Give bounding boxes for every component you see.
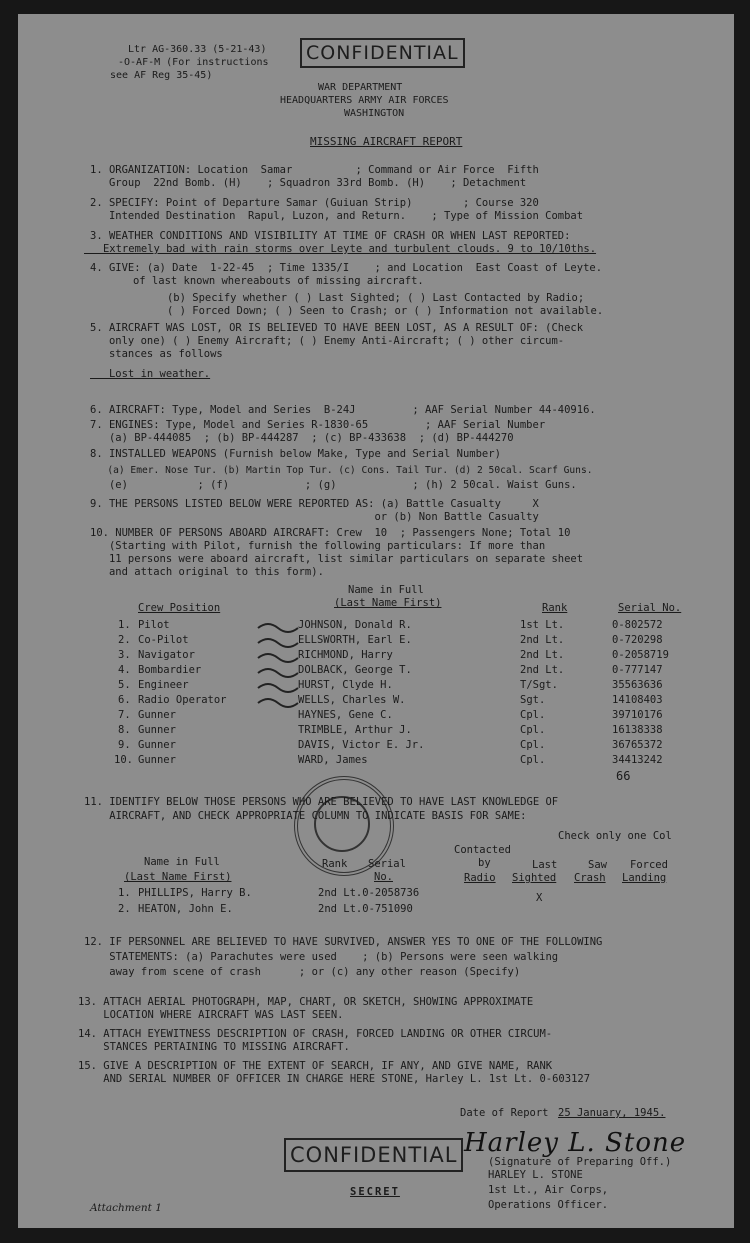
crew-header-name-top: Name in Full [348, 584, 424, 596]
crew-name: WARD, James [298, 754, 368, 766]
sig-rank: 1st Lt., Air Corps, [488, 1184, 609, 1196]
date-label: Date of Report [460, 1107, 549, 1119]
crew-position: Gunner [138, 724, 176, 736]
crew-num: 7. [118, 709, 131, 721]
crew-rank: Cpl. [520, 739, 546, 751]
crew-rank: 1st Lt. [520, 619, 565, 631]
crew-name: JOHNSON, Donald R. [298, 619, 412, 631]
crew-num: 3. [118, 649, 131, 661]
crew-serial: 14108403 [612, 694, 663, 706]
report-sheet [18, 14, 734, 1228]
sec15-line-1: 15. GIVE A DESCRIPTION OF THE EXTENT OF SEARCH, IF ANY, AND GIVE NAME, RANK [78, 1060, 553, 1072]
sec12-line-1: 12. IF PERSONNEL ARE BELIEVED TO HAVE SURVIVED, ANSWER YES TO ONE OF THE FOLLOWING [84, 936, 603, 948]
line-persons: 10. NUMBER OF PERSONS ABOARD AIRCRAFT: Crew 10 ; Passengers None; Total 10 [90, 527, 571, 539]
sec12-line-2: STATEMENTS: (a) Parachutes were used ; (b) Persons were seen walking [84, 951, 559, 963]
crew-position: Bombardier [138, 664, 202, 676]
line-departure: 2. SPECIFY: Point of Departure Samar (Guiuan Strip) ; Course 320 [90, 197, 539, 209]
crew-serial: 36765372 [612, 739, 663, 751]
sec11-col-serial-no: No. [374, 871, 393, 883]
sec11-col-crash: Crash [574, 872, 606, 884]
crew-name: HAYNES, Gene C. [298, 709, 393, 721]
city: WASHINGTON [344, 108, 405, 119]
sec11-rank-serial: 2nd Lt.0-2058736 [318, 887, 420, 899]
sig-caption: (Signature of Preparing Off.) [488, 1156, 672, 1168]
line-eleven: 11 persons were aboard aircraft, list similar particulars on separate sheet [90, 553, 584, 565]
line-starting: (Starting with Pilot, furnish the following particulars: If more than [90, 540, 546, 552]
crew-note: 66 [616, 769, 631, 783]
line-weather: 3. WEATHER CONDITIONS AND VISIBILITY AT TIME OF CRASH OR WHEN LAST REPORTED: [90, 230, 571, 242]
crew-rank: Sgt. [520, 694, 546, 706]
line-org: 1. ORGANIZATION: Location Samar ; Command or Air Force Fifth [90, 164, 539, 176]
crew-name: ELLSWORTH, Earl E. [298, 634, 412, 646]
crew-serial: 0-802572 [612, 619, 663, 631]
crew-rank: 2nd Lt. [520, 664, 565, 676]
sec11-col-name-sub: (Last Name First) [124, 871, 232, 883]
crew-position: Co-Pilot [138, 634, 189, 646]
line-specify: (b) Specify whether ( ) Last Sighted; ( ) Last Contacted by Radio; [148, 292, 585, 304]
crew-serial: 35563636 [612, 679, 663, 691]
crew-name: TRIMBLE, Arthur J. [298, 724, 412, 736]
line-aircraft: 6. AIRCRAFT: Type, Model and Series B-24J ; AAF Serial Number 44-40916. [90, 404, 596, 416]
crew-position: Gunner [138, 709, 176, 721]
crew-header-name-sub: (Last Name First) [334, 597, 442, 609]
sec12-line-3: away from scene of crash ; or (c) any other reason (Specify) [84, 966, 521, 978]
crew-position: Gunner [138, 739, 176, 751]
crew-header-position: Crew Position [138, 602, 221, 614]
crew-name: HURST, Clyde H. [298, 679, 393, 691]
crew-num: 2. [118, 634, 131, 646]
crew-serial: 0-720298 [612, 634, 663, 646]
crew-position: Pilot [138, 619, 170, 631]
department: WAR DEPARTMENT [318, 82, 403, 93]
sec11-col-forced: Forced [630, 859, 668, 871]
line-circumstances: stances as follows [90, 348, 223, 360]
line-weapons-2: (e) ; (f) ; (g) ; (h) 2 50cal. Waist Guns. [90, 479, 577, 491]
line-whereabouts: of last known whereabouts of missing aircraft. [114, 275, 424, 287]
line-check-one: only one) ( ) Enemy Aircraft; ( ) Enemy Anti-Aircraft; ( ) other circum- [90, 335, 565, 347]
line-group: Group 22nd Bomb. (H) ; Squadron 33rd Bomb. (H) ; Detachment [90, 177, 527, 189]
page-title: MISSING AIRCRAFT REPORT [310, 135, 463, 148]
check-marks [254, 620, 314, 715]
sec11-name: PHILLIPS, Harry B. [138, 887, 252, 899]
crew-position: Gunner [138, 754, 176, 766]
crew-name: DAVIS, Victor E. Jr. [298, 739, 425, 751]
line-forced: ( ) Forced Down; ( ) Seen to Crash; or ( ) Information not available. [148, 305, 604, 317]
crew-num: 4. [118, 664, 131, 676]
crew-name: DOLBACK, George T. [298, 664, 412, 676]
sec11-col-landing: Landing [622, 872, 667, 884]
line-destination: Intended Destination Rapul, Luzon, and Return. ; Type of Mission Combat [90, 210, 584, 222]
attachment-note: Attachment 1 [90, 1202, 162, 1214]
sec14-line-2: STANCES PERTAINING TO MISSING AIRCRAFT. [78, 1041, 350, 1053]
sec11-text-1: 11. IDENTIFY BELOW THOSE PERSONS WHO ARE BELIEVED TO HAVE LAST KNOWLEDGE OF [84, 796, 559, 808]
sec14-line-1: 14. ATTACH EYEWITNESS DESCRIPTION OF CRASH, FORCED LANDING OR OTHER CIRCUM- [78, 1028, 553, 1040]
crew-rank: T/Sgt. [520, 679, 558, 691]
line-lost-weather: Lost in weather. [90, 368, 211, 380]
crew-rank: Cpl. [520, 709, 546, 721]
sec15-line-2: AND SERIAL NUMBER OF OFFICER IN CHARGE HERE STONE, Harley L. 1st Lt. 0-603127 [78, 1073, 591, 1085]
crew-position: Engineer [138, 679, 189, 691]
line-weapons: 8. INSTALLED WEAPONS (Furnish below Make, Type and Serial Number) [90, 448, 501, 460]
signature: Harley L. Stone [464, 1128, 687, 1158]
sec11-col-name-top: Name in Full [144, 856, 220, 868]
sec11-mark: X [536, 892, 543, 904]
crew-name: RICHMOND, Harry [298, 649, 393, 661]
crew-num: 1. [118, 619, 131, 631]
confidential-stamp-top: CONFIDENTIAL [300, 38, 465, 68]
sec11-col-serial: Serial [368, 858, 406, 870]
crew-serial: 39710176 [612, 709, 663, 721]
crew-header-serial: Serial No. [618, 602, 682, 614]
sec13-line-1: 13. ATTACH AERIAL PHOTOGRAPH, MAP, CHART, OR SKETCH, SHOWING APPROXIMATE [78, 996, 534, 1008]
line-engine-serials: (a) BP-444085 ; (b) BP-444287 ; (c) BP-433638 ; (d) BP-444270 [90, 432, 514, 444]
sec11-rank-serial: 2nd Lt.0-751090 [318, 903, 413, 915]
crew-num: 9. [118, 739, 131, 751]
sec11-num: 2. [118, 903, 131, 915]
ref-line-1: Ltr AG-360.33 (5-21-43) [128, 44, 267, 55]
crew-num: 8. [118, 724, 131, 736]
crew-serial: 0-2058719 [612, 649, 669, 661]
crew-rank: 2nd Lt. [520, 634, 565, 646]
sec11-name: HEATON, John E. [138, 903, 233, 915]
confidential-stamp-bottom: CONFIDENTIAL [284, 1138, 463, 1172]
crew-header-rank: Rank [542, 602, 568, 614]
sec11-col-radio: Radio [464, 872, 496, 884]
sec11-num: 1. [118, 887, 131, 899]
sec11-col-last: Last [532, 859, 558, 871]
ref-line-3: see AF Reg 35-45) [110, 70, 213, 81]
sig-title: Operations Officer. [488, 1199, 609, 1211]
crew-rank: 2nd Lt. [520, 649, 565, 661]
crew-position: Navigator [138, 649, 195, 661]
crew-name: WELLS, Charles W. [298, 694, 406, 706]
date-value: 25 January, 1945. [558, 1107, 666, 1119]
line-engines: 7. ENGINES: Type, Model and Series R-1830-65 ; AAF Serial Number [90, 419, 546, 431]
line-weather-detail: Extremely bad with rain storms over Leyte and turbulent clouds. 9 to 10/10ths. [84, 243, 597, 255]
sec11-check-note: Check only one Col [558, 830, 672, 842]
line-date: 4. GIVE: (a) Date 1-22-45 ; Time 1335/I ; and Location East Coast of Leyte. [90, 262, 603, 274]
sec11-text-2: AIRCRAFT, AND CHECK APPROPRIATE COLUMN TO INDICATE BASIS FOR SAME: [84, 810, 527, 822]
sec11-col-saw: Saw [588, 859, 607, 871]
sig-name: HARLEY L. STONE [488, 1169, 583, 1181]
secret-mark: SECRET [350, 1186, 400, 1198]
sec11-col-sighted: Sighted [512, 872, 557, 884]
crew-num: 10. [114, 754, 133, 766]
crew-serial: 16138338 [612, 724, 663, 736]
line-non-battle: or (b) Non Battle Casualty [90, 511, 539, 523]
sec11-col-rank: Rank [322, 858, 348, 870]
crew-num: 5. [118, 679, 131, 691]
headquarters: HEADQUARTERS ARMY AIR FORCES [280, 95, 449, 106]
sec13-line-2: LOCATION WHERE AIRCRAFT WAS LAST SEEN. [78, 1009, 344, 1021]
sec11-col-by: by [478, 857, 491, 869]
crew-position: Radio Operator [138, 694, 227, 706]
line-casualty: 9. THE PERSONS LISTED BELOW WERE REPORTED AS: (a) Battle Casualty X [90, 498, 539, 510]
crew-rank: Cpl. [520, 724, 546, 736]
line-lost-result: 5. AIRCRAFT WAS LOST, OR IS BELIEVED TO HAVE BEEN LOST, AS A RESULT OF: (Check [90, 322, 584, 334]
crew-rank: Cpl. [520, 754, 546, 766]
crew-num: 6. [118, 694, 131, 706]
crew-serial: 0-777147 [612, 664, 663, 676]
ref-line-2: -O-AF-M (For instructions [118, 57, 269, 68]
crew-serial: 34413242 [612, 754, 663, 766]
sec11-col-contacted: Contacted [454, 844, 511, 856]
line-attach: and attach original to this form). [90, 566, 324, 578]
line-weapons-1: (a) Emer. Nose Tur. (b) Martin Top Tur. (c) Cons. Tail Tur. (d) 2 50cal. Scarf Guns. [90, 465, 593, 476]
